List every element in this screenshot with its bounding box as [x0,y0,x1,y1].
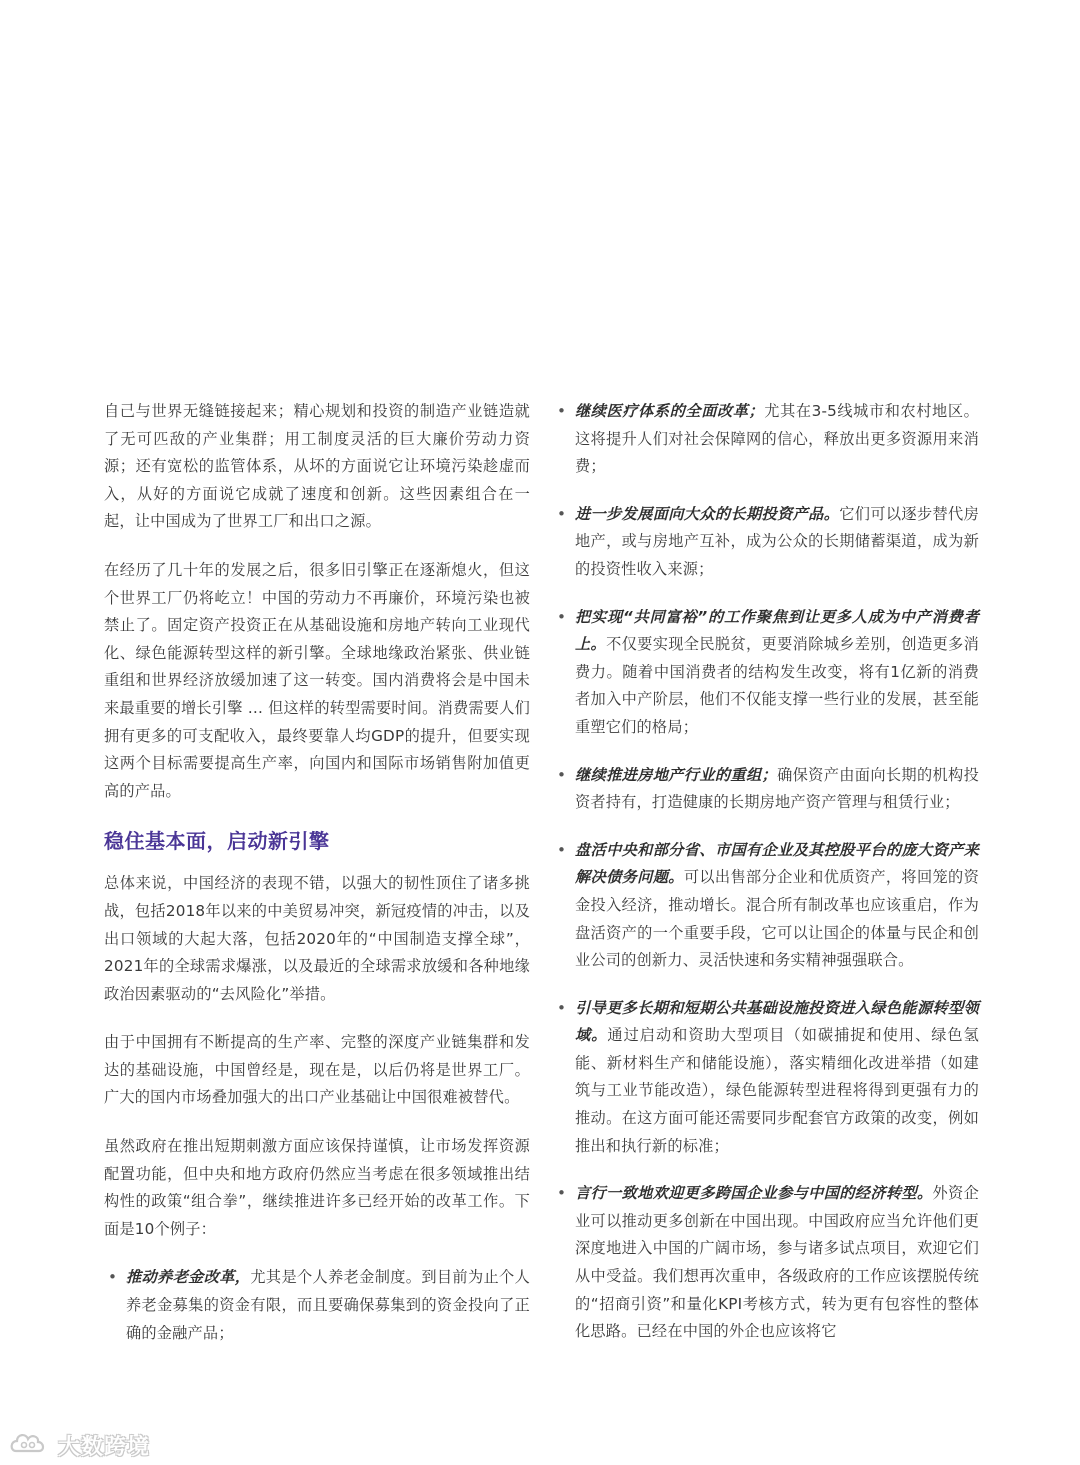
cloud-logo-icon [8,1429,52,1461]
list-item-text: 尤其是个人养老金制度。到目前为止个人养老金募集的资金有限，而且要确保募集到的资金投向了正确的金融产品； [126,1268,530,1342]
list-item-lead: 继续推进房地产行业的重组； [575,765,777,784]
list-item-text: 确保资产由面向长期的机构投资者持有，打造健康的长期房地产资产管理与租赁行业； [575,765,979,812]
list-item-text: 通过启动和资助大型项目（如碳捕捉和使用、绿色氢能、新材料生产和储能设施），落实精细化改进举措（如建筑与工业节能改造），绿色能源转型进程将得到更强有力的推动。在这方面可能还需要同步配套官方政策的改变，例如推出和执行新的标准； [575,1026,979,1155]
list-item-text: 可以出售部分企业和优质资产，将回笼的资金投入经济，推动增长。混合所有制改革也应该重启，作为盘活资产的一个重要手段，它可以让国企的体量与民企和创业公司的创新力、灵活快速和务实精神强强联合。 [575,868,979,970]
list-item [553,604,979,742]
list-item-lead: 言行一致地欢迎更多跨国企业参与中国的经济转型。 [575,1184,933,1203]
list-item-text: 尤其在3-5线城市和农村地区。这将提升人们对社会保障网的信心，释放出更多资源用来消费； [575,402,979,476]
list-item-text: 外资企业可以推动更多创新在中国出现。中国政府应当允许他们更深度地进入中国的广阔市场，参与诸多试点项目，欢迎它们从中受益。我们想再次重申，各级政府的工作应该摆脱传统的“招商引资”和量化KPI考核方式，转为更有包容性的整体化思路。已经在中国的外企也应该将它 [575,1184,979,1341]
list-item-lead: 进一步发展面向大众的长期投资产品。 [575,504,840,523]
bullet-icon: • [557,607,567,626]
list-item [553,501,979,584]
reform-list [104,1264,530,1347]
list-item [553,1180,979,1346]
list-item-lead: 把实现“共同富裕”的工作聚焦到让更多人成为中产消费者上。 [575,607,979,654]
watermark-text: 大数跨境 [58,1434,151,1460]
list-item-lead: 盘活中央和部分省、市国有企业及其控股平台的庞大资产来解决债务问题。 [575,840,979,887]
list-item-text: 它们可以逐步替代房地产，或与房地产互补，成为公众的长期储蓄渠道，成为新的投资性收入来源； [575,504,979,578]
bullet-icon: • [557,402,567,420]
list-item [553,762,979,817]
list-item-text: 不仅要实现全民脱贫，更要消除城乡差别，创造更多消费力。随着中国消费者的结构发生改变，将有1亿新的消费者加入中产阶层，他们不仅能支撑一些行业的发展，甚至能重塑它们的格局； [575,635,979,736]
bullet-icon: • [108,1268,118,1287]
left-column [104,398,530,1367]
section-heading: 稳住基本面，启动新引擎 [104,829,330,854]
list-item [104,1264,530,1347]
list-item [553,995,979,1161]
list-item [553,398,979,481]
list-item [553,837,979,975]
body-paragraph: 由于中国拥有不断提高的生产率、完整的深度产业链集群和发达的基础设施，中国曾经是，现在是，以后仍将是世界工厂。广大的国内市场叠加强大的出口产业基础让中国很难被替代。 [104,1033,530,1107]
bullet-icon: • [557,765,567,784]
list-item-lead: 继续医疗体系的全面改革； [575,402,764,420]
watermark [8,1428,150,1462]
body-paragraph: 总体来说，中国经济的表现不错，以强大的韧性顶住了诸多挑战，包括2018年以来的中美贸易冲突，新冠疫情的冲击，以及出口领域的大起大落，包括2020年的“中国制造支撑全球”，2021年的全球需求爆涨，以及最近的全球需求放缓和各种地缘政治因素驱动的“去风险化”举措。 [104,874,530,1003]
body-paragraph: 自己与世界无缝链接起来；精心规划和投资的制造产业链造就了无可匹敌的产业集群；用工制度灵活的巨大廉价劳动力资源；还有宽松的监管体系，从坏的方面说它让环境污染趁虚而入，从好的方面说它成就了速度和创新。这些因素组合在一起，让中国成为了世界工厂和出口之源。 [104,402,530,531]
right-column [553,398,979,1366]
bullet-icon: • [557,504,567,523]
body-paragraph: 在经历了几十年的发展之后，很多旧引擎正在逐渐熄火，但这个世界工厂仍将屹立！中国的劳动力不再廉价，环境污染也被禁止了。固定资产投资正在从基础设施和房地产转向工业现代化、绿色能源转型这样的新引擎。全球地缘政治紧张、供业链重组和世界经济放缓加速了这一转变。国内消费将会是中国未来最重要的增长引擎 … 但这样的转型需要时间。消费需要人们拥有更多的可支配收入，最终要靠人均GDP的提升，但要实现这两个目标需要提高生产率，向国内和国际市场销售附加值更高的产品。 [104,560,530,800]
list-item-lead: 引导更多长期和短期公共基础设施投资进入绿色能源转型领域。 [575,998,979,1045]
reform-list [553,398,979,1346]
list-item-lead: 推动养老金改革， [126,1268,251,1287]
bullet-icon: • [557,840,567,859]
bullet-icon: • [557,1184,567,1203]
bullet-icon: • [557,998,567,1017]
body-paragraph: 虽然政府在推出短期刺激方面应该保持谨慎，让市场发挥资源配置功能，但中央和地方政府仍然应当考虑在很多领域推出结构性的政策“组合拳”，继续推进许多已经开始的改革工作。下面是10个例子： [104,1137,530,1238]
